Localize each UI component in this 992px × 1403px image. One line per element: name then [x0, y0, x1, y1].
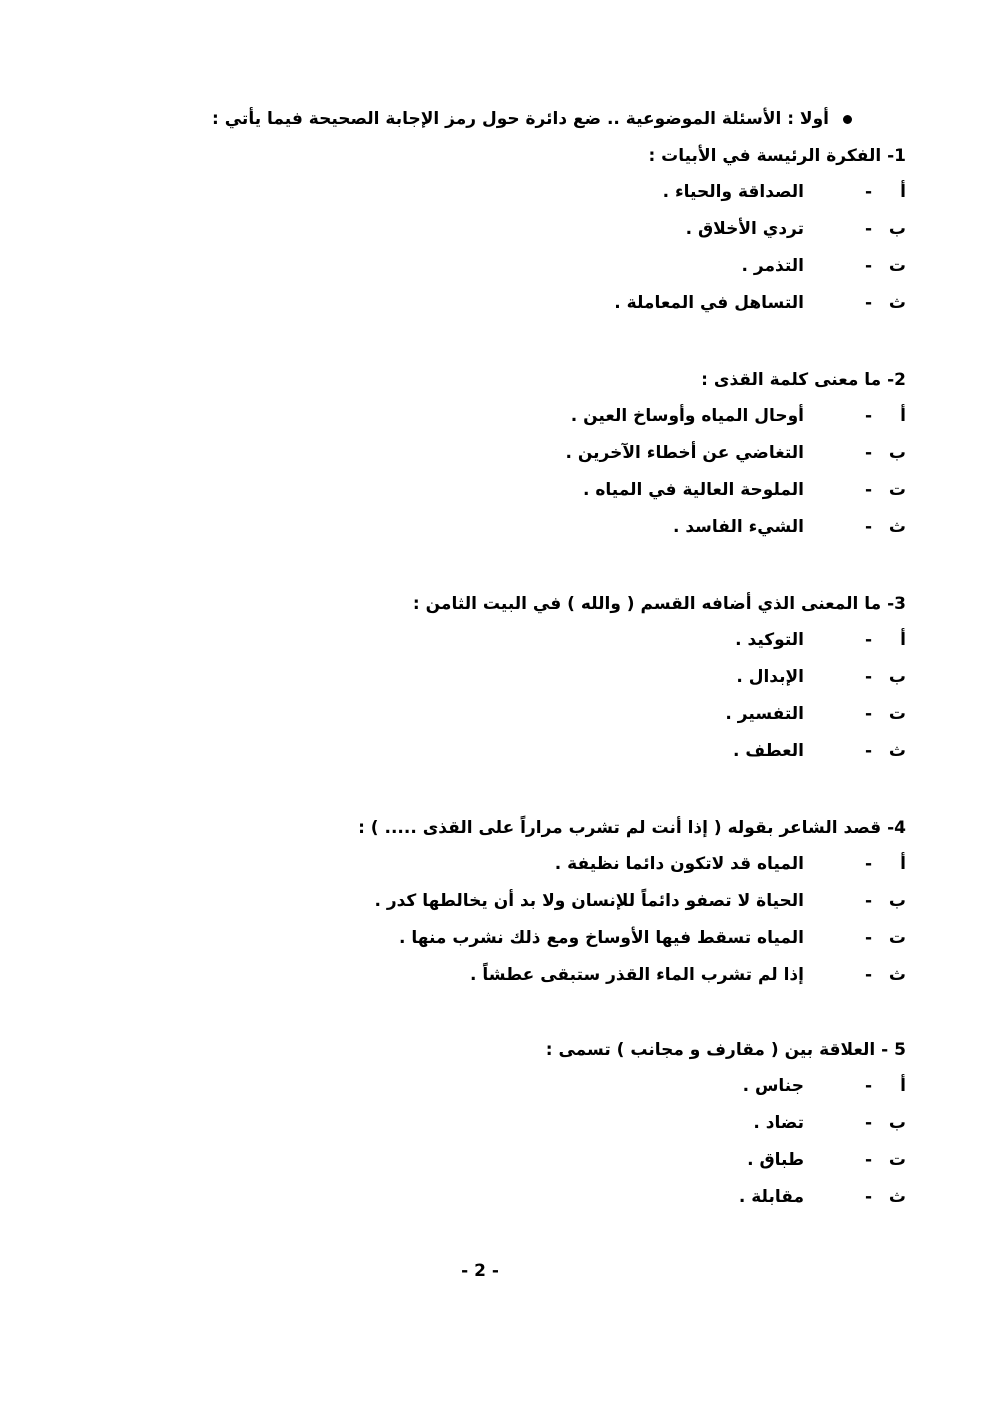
instruction-text: أولا : الأسئلة الموضوعية .. ضع دائرة حول رمز الإجابة الصحيحة فيما يأتي :	[212, 109, 829, 129]
question-title: 3- ما المعنى الذي أضافه القسم ( والله ) في البيت الثامن :	[412, 594, 906, 614]
option-letter: ت	[888, 704, 906, 724]
option-letter: ب	[888, 891, 906, 911]
options-list	[614, 179, 906, 316]
option-letter: أ	[900, 406, 906, 426]
option-letter: ث	[888, 1187, 906, 1207]
question-4	[358, 815, 906, 999]
options-list	[565, 403, 906, 540]
question-title: 2- ما معنى كلمة القذى :	[701, 370, 906, 390]
option-letter: ت	[888, 480, 906, 500]
option-dash: -	[864, 891, 872, 911]
option-b[interactable]	[413, 664, 906, 690]
option-b[interactable]	[358, 888, 906, 914]
option-text: التذمر .	[741, 256, 804, 276]
option-dash: -	[864, 667, 872, 687]
option-dash: -	[864, 256, 872, 276]
option-text: إذا لم تشرب الماء القذر ستبقى عطشاً .	[470, 965, 804, 985]
option-text: المياه تسقط فيها الأوساخ ومع ذلك نشرب منها .	[398, 928, 804, 948]
option-text: تردي الأخلاق .	[685, 219, 804, 239]
option-text: الإبدال .	[736, 667, 804, 687]
bullet-icon	[843, 115, 852, 124]
option-text: جناس .	[742, 1076, 804, 1096]
question-title: 5 - العلاقة بين ( مقارف و مجانب ) تسمى :	[545, 1040, 906, 1060]
option-dash: -	[864, 1113, 872, 1133]
option-d[interactable]	[614, 290, 906, 316]
question-3	[413, 591, 906, 775]
option-d[interactable]	[546, 1184, 906, 1210]
option-letter: أ	[900, 630, 906, 650]
option-dash: -	[864, 517, 872, 537]
option-letter: أ	[900, 182, 906, 202]
option-dash: -	[864, 928, 872, 948]
option-text: الشيء الفاسد .	[672, 517, 804, 537]
option-a[interactable]	[358, 851, 906, 877]
option-letter: ت	[888, 928, 906, 948]
option-dash: -	[864, 965, 872, 985]
option-text: العطف .	[733, 741, 804, 761]
option-text: طباق .	[747, 1150, 804, 1170]
option-b[interactable]	[565, 440, 906, 466]
option-dash: -	[864, 741, 872, 761]
question-1	[614, 143, 906, 327]
option-a[interactable]	[614, 179, 906, 205]
option-dash: -	[864, 1187, 872, 1207]
question-5	[546, 1037, 906, 1221]
option-c[interactable]	[565, 477, 906, 503]
option-dash: -	[864, 219, 872, 239]
option-text: أوحال المياه وأوساخ العين .	[570, 406, 804, 426]
option-b[interactable]	[614, 216, 906, 242]
option-text: المياه قد لاتكون دائما نظيفة .	[554, 854, 804, 874]
option-letter: ث	[888, 741, 906, 761]
option-letter: أ	[900, 1076, 906, 1096]
option-dash: -	[864, 630, 872, 650]
option-d[interactable]	[413, 738, 906, 764]
option-dash: -	[864, 704, 872, 724]
option-letter: ت	[888, 1150, 906, 1170]
option-dash: -	[864, 406, 872, 426]
option-text: الصداقة والحياء .	[662, 182, 804, 202]
option-text: التفسير .	[725, 704, 804, 724]
instruction-line	[212, 106, 852, 132]
options-list	[358, 851, 906, 988]
option-a[interactable]	[546, 1073, 906, 1099]
option-letter: ث	[888, 517, 906, 537]
option-letter: ث	[888, 293, 906, 313]
option-text: الحياة لا تصفو دائماً للإنسان ولا بد أن يخالطها كدر .	[374, 891, 804, 911]
question-title: 1- الفكرة الرئيسة في الأبيات :	[648, 146, 906, 166]
option-d[interactable]	[358, 962, 906, 988]
option-text: تضاد .	[753, 1113, 804, 1133]
option-c[interactable]	[546, 1147, 906, 1173]
option-letter: ب	[888, 1113, 906, 1133]
option-text: التوكيد .	[735, 630, 804, 650]
option-a[interactable]	[413, 627, 906, 653]
option-letter: أ	[900, 854, 906, 874]
option-text: التساهل في المعاملة .	[614, 293, 804, 313]
option-a[interactable]	[565, 403, 906, 429]
option-letter: ت	[888, 256, 906, 276]
question-2	[565, 367, 906, 551]
question-title: 4- قصد الشاعر بقوله ( إذا أنت لم تشرب مراراً على القذى ..... ) :	[358, 818, 906, 838]
option-dash: -	[864, 480, 872, 500]
option-c[interactable]	[413, 701, 906, 727]
page-number: - 2 -	[461, 1261, 499, 1281]
option-text: مقابلة .	[738, 1187, 804, 1207]
option-letter: ث	[888, 965, 906, 985]
option-letter: ب	[888, 219, 906, 239]
option-c[interactable]	[358, 925, 906, 951]
option-dash: -	[864, 1150, 872, 1170]
option-letter: ب	[888, 667, 906, 687]
option-c[interactable]	[614, 253, 906, 279]
option-b[interactable]	[546, 1110, 906, 1136]
options-list	[546, 1073, 906, 1210]
option-dash: -	[864, 1076, 872, 1096]
option-dash: -	[864, 443, 872, 463]
option-dash: -	[864, 293, 872, 313]
option-text: التغاضي عن أخطاء الآخرين .	[565, 443, 804, 463]
option-text: الملوحة العالية في المياه .	[582, 480, 804, 500]
option-dash: -	[864, 182, 872, 202]
options-list	[413, 627, 906, 764]
option-d[interactable]	[565, 514, 906, 540]
option-letter: ب	[888, 443, 906, 463]
option-dash: -	[864, 854, 872, 874]
